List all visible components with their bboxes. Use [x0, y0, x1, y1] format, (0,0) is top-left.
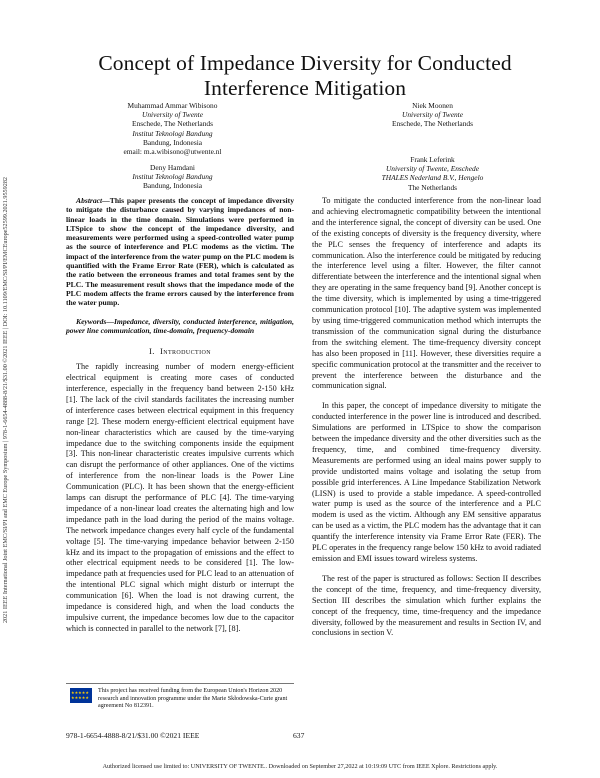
body-paragraph: To mitigate the conducted interference from the non-linear load and achieving electromagnetic compatibility between the intentional and the interference signal, the concept of diversity can be used. One of the existing concepts of diversity is the frequency diversity, where the PLC senses the frequency of interference and adapts its communication. Also the interference could be mitigated by reducing the interference level using a filter. However, the filter cannot differentiate between the interference and the intentional signal when they are operating in the same frequency band [9]. Another concept is the time diversity, which is implemented by using a time-triggered communication protocol [10]. The adaptive system was implemented by using time-triggered communication method which interrupts the transmission of the communication signal during the disturbance from the switching element. The time-frequency diversity concept has also been proposed in [11]. However, these diversities require a specific communication protocol at the transmitter and the receiver to prevent the interference between the disturbance and the communication signal. [312, 196, 541, 391]
right-body [312, 196, 541, 639]
funding-note [70, 688, 294, 711]
section-title: Introduction [159, 346, 211, 357]
keywords-lead: Keywords [76, 316, 107, 326]
author-name: Niek Moonen [412, 101, 453, 110]
author-affiliation: THALES Nederland B.V., Hengelo [381, 173, 484, 183]
author-city: The Netherlands [407, 182, 458, 192]
section-number: I. [149, 346, 155, 357]
author-block-1 [60, 101, 285, 156]
author-block-4 [320, 155, 545, 192]
author-affiliation: Institut Teknologi Bandung [132, 172, 213, 182]
title-line-1: Concept of Impedance Diversity for Conducted [98, 51, 512, 75]
author-city: Bandung, Indonesia [142, 137, 203, 147]
abstract-text: —This paper presents the concept of impedance diversity to mitigate the disturbance caused by varying impedances of non-linear loads in the time domain. Simulations were performed in LTSpice to show the concept of the impedance diversity, and measurements were performed using a speed-controlled water pump as the source of interference and PLC modems as the victim. The impact of the interference from the water pump on the PLC modem is quantified with the Frame Error Rate (FER), which is calculated as the ratio between the erroneous frames and total frames sent by the PLC. The measurement result shows that the impedance mode of the PLC modem affects the frame errors caused by the interference from the water pump. [66, 196, 294, 308]
author-city: Enschede, The Netherlands [132, 119, 213, 129]
author-name: Muhammad Ammar Wibisono [127, 101, 218, 110]
right-column [312, 196, 541, 639]
side-doi-strip [2, 100, 16, 700]
author-affiliation: University of Twente, Enschede [385, 164, 480, 174]
author-city: Enschede, The Netherlands [392, 119, 473, 129]
title-line-2: Interference Mitigation [203, 76, 407, 100]
license-notice: Authorized licensed use limited to: UNIVERSITY OF TWENTE.. Downloaded on September 27,2022 at 10:19:09 UTC from IEEE Xplore. Restrictions apply. [102, 763, 498, 770]
author-affiliation: University of Twente [141, 110, 204, 120]
author-block-2 [320, 101, 545, 129]
footer-copyright: 978-1-6654-4888-8/21/$31.00 ©2021 IEEE [66, 731, 200, 740]
left-column [66, 196, 294, 635]
intro-paragraph: The rapidly increasing number of modern energy-efficient electrical equipment is creating more cases of conducted interference, especially in the frequency band between 2-150 kHz [1]. The lack of the civil standards facilitates the increasing number of interference cases between electrical equipment in this frequency range [2]. These modern energy-efficient electrical equipment have non-linear characteristics which are caused by the time-varying impedance due to the switching components inside the equipment [3]. This non-linear characteristic creates impulsive currents which can disrupt the performance of other appliances. One of the victims of interference from the non-linear loads is the Power Line Communication (PLC). It has been shown that the energy-efficient lamps can disrupt the performance of PLC [4]. The time-varying impedance of a non-linear load creates the alternating high and low impedance path in the load during the period of the mains voltage. The network impedance changes every half cycle of the fundamental voltage [5]. The time-varying impedance behavior between 2-150 kHz and its impact to the propagation of emissions and the effect to other electrical equipment needs to be considered [1]. The low-impedance path at frequencies used for PLC lead to an attenuation of the intentional PLC signal which might disturb or interrupt the communication [6]. When the load is not drawing current, the impedance is considered high, and when the load conducts the impulsive current, the impedance becomes low due to the capacitor which is connected in parallel to the network [7], [8]. [66, 362, 294, 633]
eu-flag-icon [70, 688, 92, 703]
footnote-rule [66, 683, 294, 684]
author-affiliation: Institut Teknologi Bandung [132, 128, 213, 138]
author-name: Deny Hamdani [150, 163, 195, 172]
keywords-text: —Impedance, diversity, conducted interference, mitigation, power line communication, time-domain, frequency-domain [66, 316, 294, 335]
author-email: email: m.a.wibisono@utwente.nl [123, 147, 222, 157]
abstract [66, 196, 294, 308]
page-number: 637 [293, 731, 305, 740]
paper-title [40, 51, 570, 101]
author-name: Frank Leferink [410, 155, 455, 164]
author-block-3 [60, 163, 285, 191]
abstract-lead: Abstract [76, 196, 103, 205]
body-paragraph: In this paper, the concept of impedance diversity to mitigate the conducted interference in the power line is introduced and described. Simulations are performed in LTSpice to show the comparison between the impedance diversity and the other diversities such as the frequency, time, and combined time-frequency diversity. Measurements are performed using an ideal mains power supply to provide undistorted mains voltage and isolating the setup from possible grid interferences. A Line Impedance Stabilization Network (LISN) is used to provide a stable impedance. A speed-controlled water pump is used as the source of the interference and a PLC modem is used as the victim. Although any EM sensitive apparatus can be used as a victim, the PLC modem has the advantage that it can quantify the interference intensity via Frame Error Rate (FER). The PLC operates in the frequency range below 150 kHz to avoid radiated emission and EMI issues toward wireless systems. [312, 401, 541, 563]
side-doi-text: 2021 IEEE International Joint EMC/SI/PI and EMC Europe Symposium | 978-1-6654-4888-8/21/$31.00 ©2021 IEEE | DOI: 10.1109/EMC/SI/PI/EMCEurope52599.2021.9559282 [2, 176, 9, 624]
author-affiliation: University of Twente [401, 110, 464, 120]
section-heading-introduction [66, 346, 294, 356]
funding-text: This project has received funding from the European Union's Horizon 2020 research and innovation programme under the Marie Skłodowska-Curie grant agreement No 812391. [98, 688, 288, 710]
author-city: Bandung, Indonesia [142, 181, 203, 191]
intro-body [66, 362, 294, 635]
body-paragraph: The rest of the paper is structured as follows: Section II describes the concept of the time, frequency, and time-frequency diversity, Section III describes the simulation which further explains the concept of the frequency, time, time-frequency and the impedance diversity, followed by the measurement and results in Section IV, and conclusions in section V. [312, 573, 541, 638]
keywords [66, 317, 294, 336]
